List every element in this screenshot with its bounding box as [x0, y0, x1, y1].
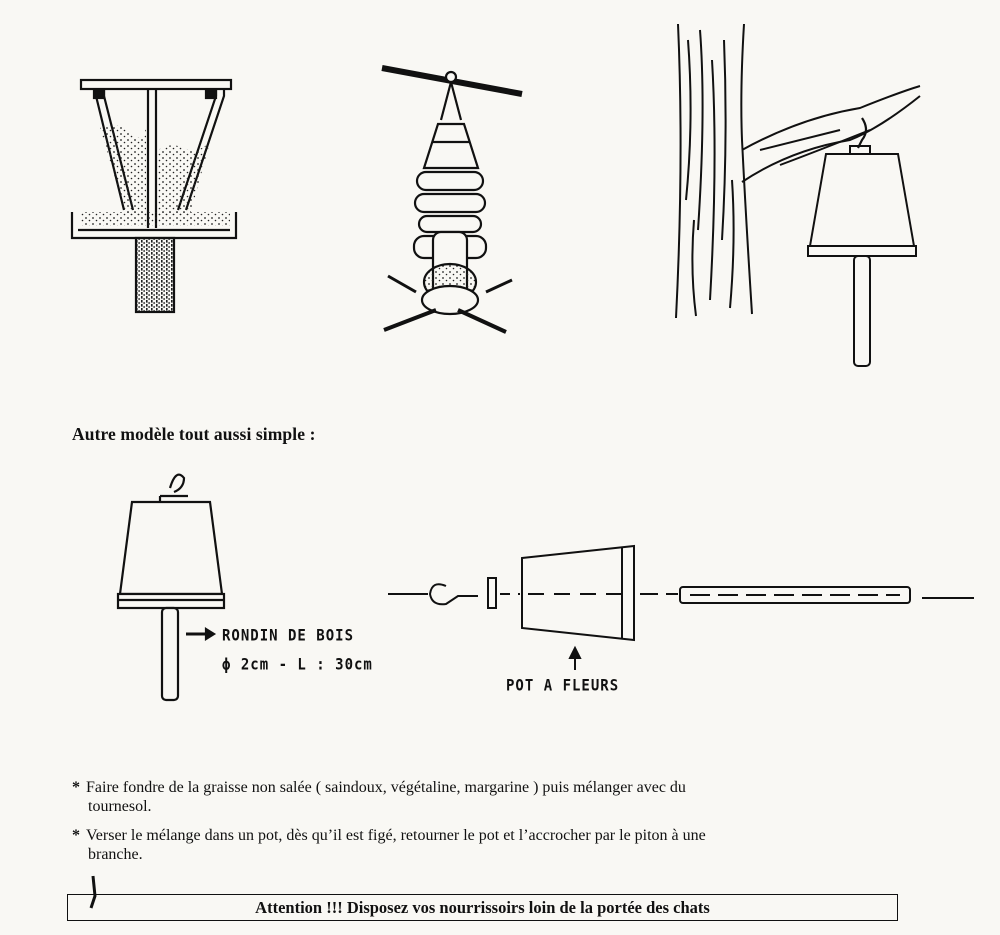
- hopper-feeder-drawing: [72, 80, 236, 312]
- warning-box: Attention !!! Disposez vos nourrissoirs loin de la portée des chats: [67, 894, 898, 921]
- instruction-text-continued: branche.: [88, 846, 143, 863]
- rondin-label: RONDIN DE BOIS: [222, 626, 355, 646]
- tree-pot-drawing: [676, 24, 920, 366]
- rondin-dimensions-label: ϕ 2cm - L : 30cm: [222, 655, 373, 675]
- instruction-text-continued: tournesol.: [88, 798, 152, 815]
- pot-model-drawing: [118, 475, 224, 700]
- bullet-mark: *: [72, 827, 80, 844]
- instruction-item: [72, 826, 872, 864]
- instruction-item: [72, 778, 872, 816]
- bottle-feeder-drawing: [382, 68, 522, 332]
- bullet-mark: *: [72, 779, 80, 796]
- instruction-text: Verser le mélange dans un pot, dès qu’il est figé, retourner le pot et l’accrocher par le piton à une: [86, 827, 706, 844]
- section-subtitle: Autre modèle tout aussi simple :: [72, 424, 316, 444]
- instruction-text: Faire fondre de la graisse non salée ( saindoux, végétaline, margarine ) puis mélanger avec du: [86, 779, 686, 796]
- assembly-exploded-drawing: [388, 546, 974, 670]
- pot-fleurs-label: POT A FLEURS: [506, 676, 620, 696]
